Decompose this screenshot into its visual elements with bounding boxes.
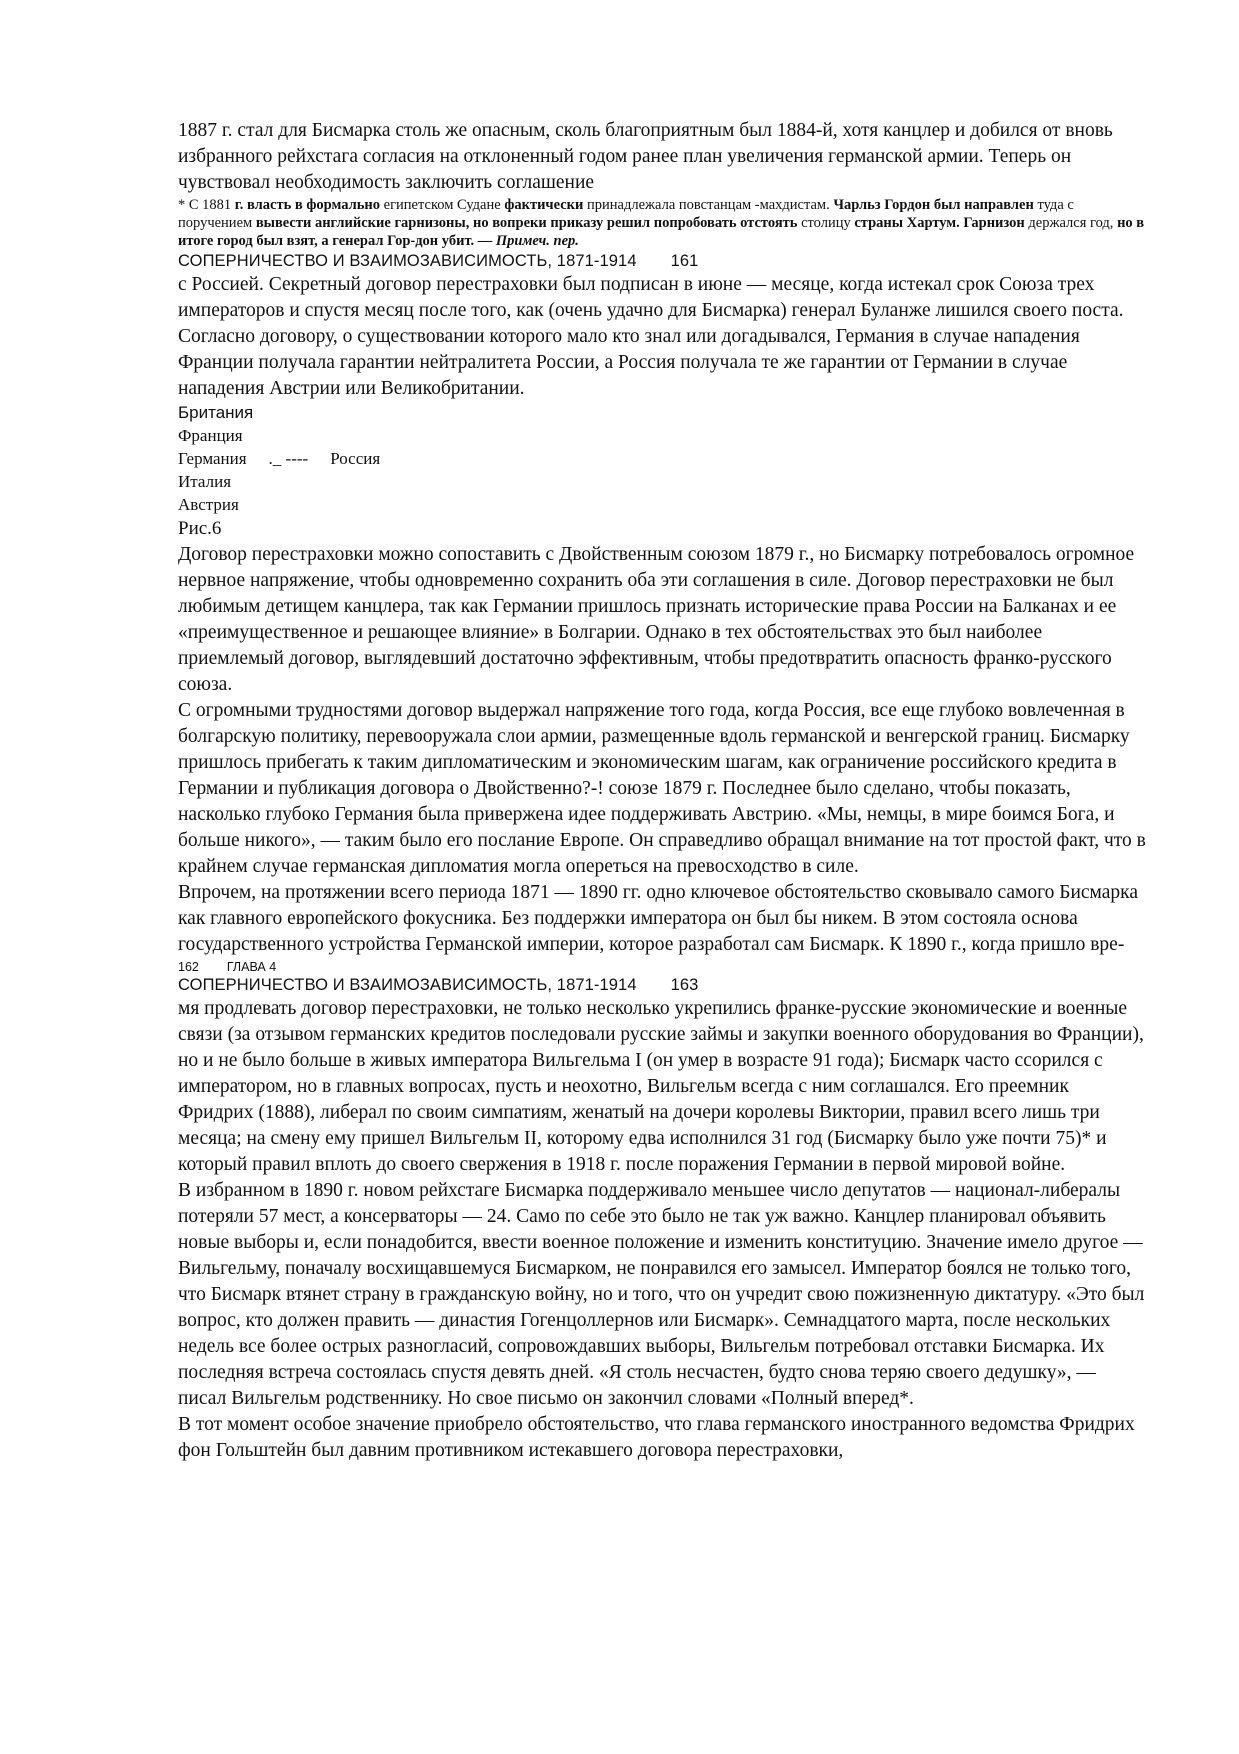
paragraph: С огромными трудностями договор выдержал напряжение того года, когда Россия, все еще глубоко вовлеченная в болгарскую политику, перевооружала слои армии, размещенные вдоль германской и венгерской границ. Бисмарку пришлось прибегать к таким дипломатическим и экономическим шагам, как ограничение российского кредита в Германии и публикация договора о Двойственно?-! союзе 1879 г. Последнее было сделано, чтобы показать, насколько глубоко Германия была привержена идее поддерживать Австрию. «Мы, немцы, в мире боимся Бога, и больше никого», — таким было его послание Европе. Он справедливо обращал внимание на тот простой факт, что в крайнем случае германская дипломатия могла опереться на превосходство в силе.	[178, 700, 1146, 877]
paragraph: Впрочем, на протяжении всего периода 1871 — 1890 гг. одно ключевое обстоятельство сковывало самого Бисмарка как главного европейского фокусника. Без поддержки императора он был бы никем. В этом состояла основа государственного устройства Германской империи, которое разработал сам Бисмарк. К 1890 г., когда пришло вре-	[178, 882, 1138, 955]
figure-label-russia: Россия	[330, 449, 381, 468]
paragraph: Договор перестраховки можно сопоставить с Двойственным союзом 1879 г., но Бисмарку потребовалось огромное нервное напряжение, чтобы одновременно сохранить оба эти соглашения в силе. Договор перестраховки не был любимым детищем канцлера, так как Германии пришлось признать исторические права России на Балканах и ее «преимущественное и решающее влияние» в Болгарии. Однако в тех обстоятельствах это был наиболее приемлемый договор, выглядевший достаточно эффективным, чтобы предотвратить опасность франко-русского союза.	[178, 544, 1135, 695]
page-number: 161	[670, 252, 699, 270]
figure	[178, 402, 1146, 542]
figure-caption: Рис.6	[178, 518, 222, 539]
running-header-title: СОПЕРНИЧЕСТВО И ВЗАИМОЗАВИСИМОСТЬ, 1871-1914	[178, 976, 637, 994]
footnote-bold: страны Хартум. Гарнизон	[854, 215, 1025, 231]
footnote-text: столицу	[797, 215, 855, 231]
footnote-bold: г. власть в формально	[234, 197, 381, 213]
figure-label-austria: Австрия	[178, 495, 239, 514]
paragraph: В избранном в 1890 г. новом рейхстаге Бисмарка поддерживало меньшее число депутатов — национал-либералы потеряли 57 мест, а консерваторы — 24. Само по себе это было не так уж важно. Канцлер планировал объявить новые выборы и, если понадобится, ввести военное положение и изменить конституцию. Значение имело другое — Вильгельму, поначалу восхищавшемуся Бисмарком, не понравился его замысел. Император боялся не только того, что Бисмарк втянет страну в гражданскую войну, но и того, что он учредит свою пожизненную диктатуру. «Это был вопрос, кто должен править — династия Гогенцоллернов или Бисмарк». Семнадцатого марта, после нескольких недель все более острых разногласий, сопровождавших выборы, Вильгельм потребовал отставки Бисмарка. Их последняя встреча состоялась спустя девять дней. «Я столь несчастен, будто снова теряю своего дедушку», — писал Вильгельм родственнику. Но свое письмо он закончил словами «Полный вперед*.	[178, 1180, 1145, 1409]
footnote-text: * С 1881	[178, 197, 235, 213]
running-header-title: СОПЕРНИЧЕСТВО И ВЗАИМОЗАВИСИМОСТЬ, 1871-1914	[178, 252, 637, 270]
paragraph: с Россией. Секретный договор перестраховки был подписан в июне — месяце, когда истекал срок Союза трех императоров и спустя месяц после того, как (очень удачно для Бисмарка) генерал Буланже лишился своего поста. Согласно договору, о существовании которого мало кто знал или догадывался, Германия в случае нападения Франции получала гарантии нейтралитета России, а Россия получала те же гарантии от Германии в случае нападения Австрии или Великобритании.	[178, 274, 1124, 399]
page-number: 163	[670, 976, 699, 994]
figure-label-britain: Британия	[178, 403, 254, 422]
folio-chapter: ГЛАВА 4	[226, 960, 277, 974]
footnote-text: принадлежала повстанцам -махдистам.	[583, 197, 834, 213]
figure-row-germany-russia	[178, 447, 1146, 470]
paragraph: 1887 г. стал для Бисмарка столь же опасным, сколь благоприятным был 1884-й, хотя канцлер и добился от вновь избранного рейхстага согласия на отклоненный годом ранее план увеличения германской армии. Теперь он чувствовал необходимость заключить соглашение	[178, 120, 1113, 193]
footnote-text: египетском Судане	[380, 197, 505, 213]
footnote-bold: Чарльз Гордон был направлен	[833, 197, 1034, 213]
footnote-text: держался год,	[1024, 215, 1118, 231]
footnote	[178, 196, 1146, 250]
running-header	[178, 250, 1146, 272]
running-header	[178, 974, 1146, 996]
paragraph: В тот момент особое значение приобрело обстоятельство, что глава германского иностранного ведомства Фридрих фон Гольштейн был давним противником истекавшего договора перестраховки,	[178, 1414, 1135, 1461]
paragraph: мя продлевать договор перестраховки, не только несколько укрепились франке-русские экономические и военные связи (за отзывом германских кредитов последовали русские займы и закупки военного оборудования во Франции), но и не было больше в живых императора Вильгельма I (он умер в возрасте 91 года); Бисмарк часто ссорился с императором, но в главных вопросах, пусть и неохотно, Вильгельм всегда с ним соглашался. Его преемник Фридрих (1888), либерал по своим симпатиям, женатый на дочери королевы Виктории, правил всего лишь три месяца; на смену ему пришел Вильгельм II, которому едва исполнился 31 год (Бисмарку было уже почти 75)* и который правил вплоть до своего свержения в 1918 г. после поражения Германии в первой мировой войне.	[178, 998, 1144, 1175]
folio-page-number: 162	[178, 960, 199, 974]
figure-label-france: Франция	[178, 426, 243, 445]
figure-link: ._ ----	[268, 449, 309, 468]
figure-label-germany: Германия	[178, 449, 247, 468]
document-page	[178, 118, 1146, 1464]
footnote-bold: вывести английские гарнизоны, но вопреки приказу решил попробовать отстоять	[255, 215, 798, 231]
figure-label-italy: Италия	[178, 472, 232, 491]
footnote-bold: но в итоге город был взят, а генерал Гор-дон убит. —	[178, 215, 1145, 249]
footnote-attribution: Примеч. пер.	[495, 233, 579, 249]
page-folio	[178, 960, 1146, 974]
footnote-text: туда с поручением	[178, 197, 1074, 231]
footnote-bold: фактически	[504, 197, 584, 213]
